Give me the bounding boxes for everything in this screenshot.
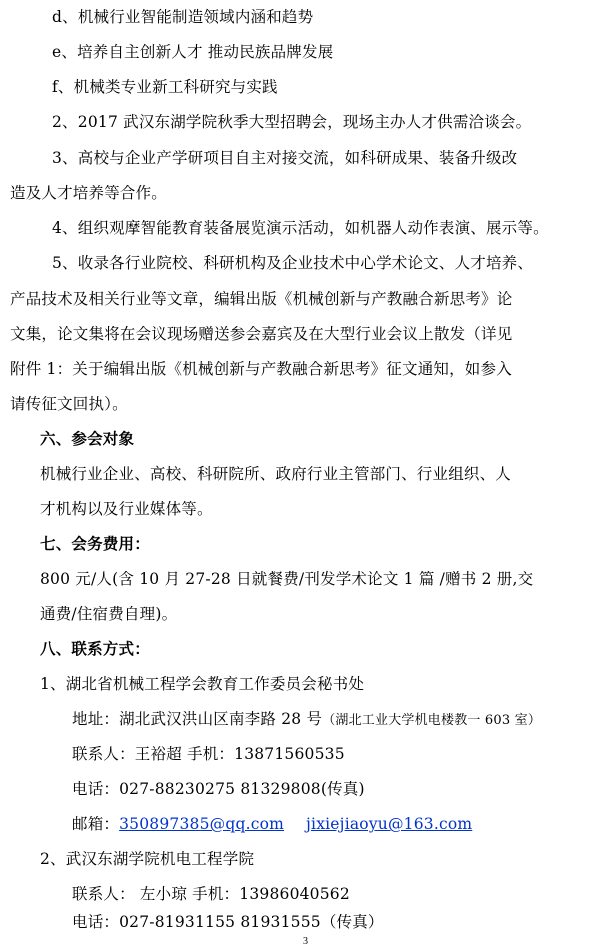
item-5-line5: 请传征文回执）。	[10, 395, 128, 413]
section-heading-participants: 六、参会对象	[40, 430, 135, 448]
address-note: （湖北工业大学机电楼教一 603 室）	[322, 713, 542, 728]
address-main: 地址：湖北武汉洪山区南李路 28 号	[72, 710, 323, 728]
fees-line1: 800 元/人(含 10 月 27-28 日就餐费/刊发学术论文 1 篇 /赠书 2 册,交	[40, 570, 534, 588]
item-2: 2、2017 武汉东湖学院秋季大型招聘会，现场主办人才供需洽谈会。	[52, 113, 532, 131]
contact2-person: 联系人： 左小琼 手机：13986040562	[72, 885, 350, 903]
section-heading-contact: 八、联系方式：	[40, 640, 150, 658]
participants-line1: 机械行业企业、高校、科研院所、政府行业主管部门、行业组织、人	[40, 465, 512, 483]
item-4: 4、组织观摩智能教育装备展览演示活动，如机器人动作表演、展示等。	[52, 219, 549, 237]
item-5-line4: 附件 1：关于编辑出版《机械创新与产教融合新思考》征文通知，如参入	[10, 360, 512, 378]
contact1-person: 联系人：王裕超 手机：13871560535	[72, 745, 345, 763]
item-3-line2: 造及人才培养等合作。	[10, 184, 168, 202]
item-e: e、培养自主创新人才 推动民族品牌发展	[52, 43, 334, 61]
contact1-email	[72, 814, 472, 834]
email-link-qq[interactable]: 350897385@qq.com	[119, 815, 285, 833]
item-f: f、机械类专业新工科研究与实践	[52, 78, 278, 96]
item-5-line3: 文集，论文集将在会议现场赠送参会嘉宾及在大型行业会议上散发（详见	[10, 325, 513, 343]
fees-line2: 通费/住宿费自理)。	[40, 605, 178, 623]
contact-org2: 2、武汉东湖学院机电工程学院	[40, 850, 255, 868]
email-link-163[interactable]: jixiejiaoyu@163.com	[306, 815, 473, 833]
contact-address	[72, 709, 541, 731]
item-d: d、机械行业智能制造领域内涵和趋势	[52, 8, 314, 26]
item-5-line1: 5、收录各行业院校、科研机构及企业技术中心学术论文、人才培养、	[52, 254, 534, 272]
page-number: 3	[303, 936, 308, 947]
section-heading-fees: 七、会务费用：	[40, 535, 150, 553]
participants-line2: 才机构以及行业媒体等。	[40, 500, 213, 518]
item-5-line2: 产品技术及相关行业等文章，编辑出版《机械创新与产教融合新思考》论	[10, 290, 513, 308]
contact-org1: 1、湖北省机械工程学会教育工作委员会秘书处	[40, 675, 365, 693]
contact2-phone: 电话：027-81931155 81931555（传真）	[72, 913, 384, 931]
item-3-line1: 3、高校与企业产学研项目自主对接交流，如科研成果、装备升级改	[52, 149, 518, 167]
contact1-phone: 电话：027-88230275 81329808(传真)	[72, 780, 365, 798]
email-label: 邮箱：	[72, 815, 120, 833]
